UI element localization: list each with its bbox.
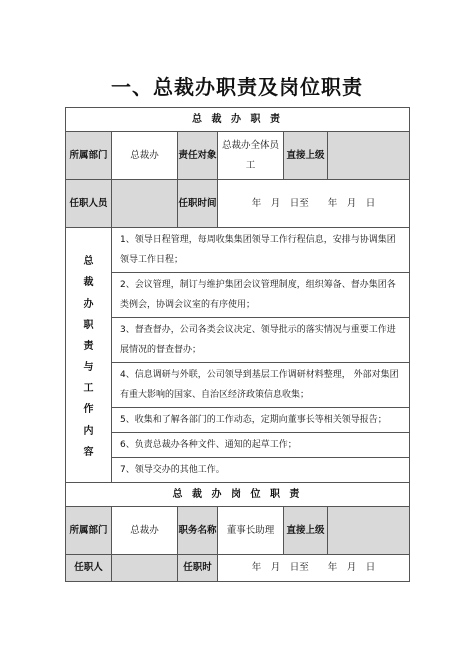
dept-info-row: [66, 132, 409, 180]
affiliation-label: 所属部门: [66, 132, 112, 179]
side-char: 与: [83, 362, 94, 374]
post-affiliation-label: 所属部门: [66, 507, 112, 554]
side-char: 责: [83, 340, 94, 352]
post-tenure-label: 任职时: [178, 555, 218, 581]
target-label: 责任对象: [178, 132, 218, 179]
responsibility-table: [65, 107, 410, 582]
duties-section: [66, 228, 409, 483]
post-holder-row: [66, 555, 409, 581]
dept-section-heading: 总 裁 办 职 责: [66, 108, 409, 132]
tenure-label: 任职时间: [178, 180, 218, 227]
side-char: 总: [83, 256, 94, 268]
tenure-value: 年 月 日至 年 月 日: [251, 197, 376, 209]
duties-list: [112, 228, 409, 482]
duty-item: 2、会议管理，制订与维护集团会议管理制度，组织筹备、督办集团各类例会，协调会议室的有序使用；: [112, 273, 409, 318]
post-holder-label: 任职人: [66, 555, 112, 581]
side-char: 裁: [83, 277, 94, 289]
side-char: 职: [83, 319, 94, 331]
post-info-row: [66, 507, 409, 555]
post-section-heading: 总 裁 办 岗 位 职 责: [66, 483, 409, 507]
position-label: 职务名称: [178, 507, 218, 554]
duty-item: 4、信息调研与外联，公司领导到基层工作调研材料整理， 外部对集团有重大影响的国家、自治区经济政策信息收集；: [112, 363, 409, 408]
dept-holder-row: [66, 180, 409, 228]
post-superior-value: [328, 507, 409, 554]
target-value: 总裁办全体员工: [218, 132, 284, 179]
affiliation-value: 总裁办: [112, 132, 178, 179]
side-char: 容: [83, 446, 94, 458]
duty-item: 3、督查督办，公司各类会议决定、领导批示的落实情况与重要工作进展情况的督查督办；: [112, 318, 409, 363]
duty-item: 6、负责总裁办各种文件、通知的起草工作；: [112, 433, 409, 458]
holder-value: [112, 180, 178, 227]
side-char: 办: [83, 298, 94, 310]
post-affiliation-value: 总裁办: [112, 507, 178, 554]
position-value: 董事长助理: [218, 507, 284, 554]
side-char: 工: [83, 383, 94, 395]
superior-value: [328, 132, 409, 179]
side-char: 作: [83, 404, 94, 416]
post-holder-value: [112, 555, 178, 581]
superior-label: 直接上级: [284, 132, 328, 179]
duties-side-label: [66, 228, 112, 482]
post-superior-label: 直接上级: [284, 507, 328, 554]
side-char: 内: [83, 425, 94, 437]
page-title: 一、总裁办职责及岗位职责: [111, 75, 363, 99]
duty-item: 1、领导日程管理，每周收集集团领导工作行程信息，安排与协调集团领导工作日程；: [112, 228, 409, 273]
holder-label: 任职人员: [66, 180, 112, 227]
post-tenure-value: 年 月 日至 年 月 日: [251, 562, 376, 573]
duty-item: 5、收集和了解各部门的工作动态，定期向董事长等相关领导报告；: [112, 408, 409, 433]
duty-item: 7、领导交办的其他工作。: [120, 465, 225, 475]
